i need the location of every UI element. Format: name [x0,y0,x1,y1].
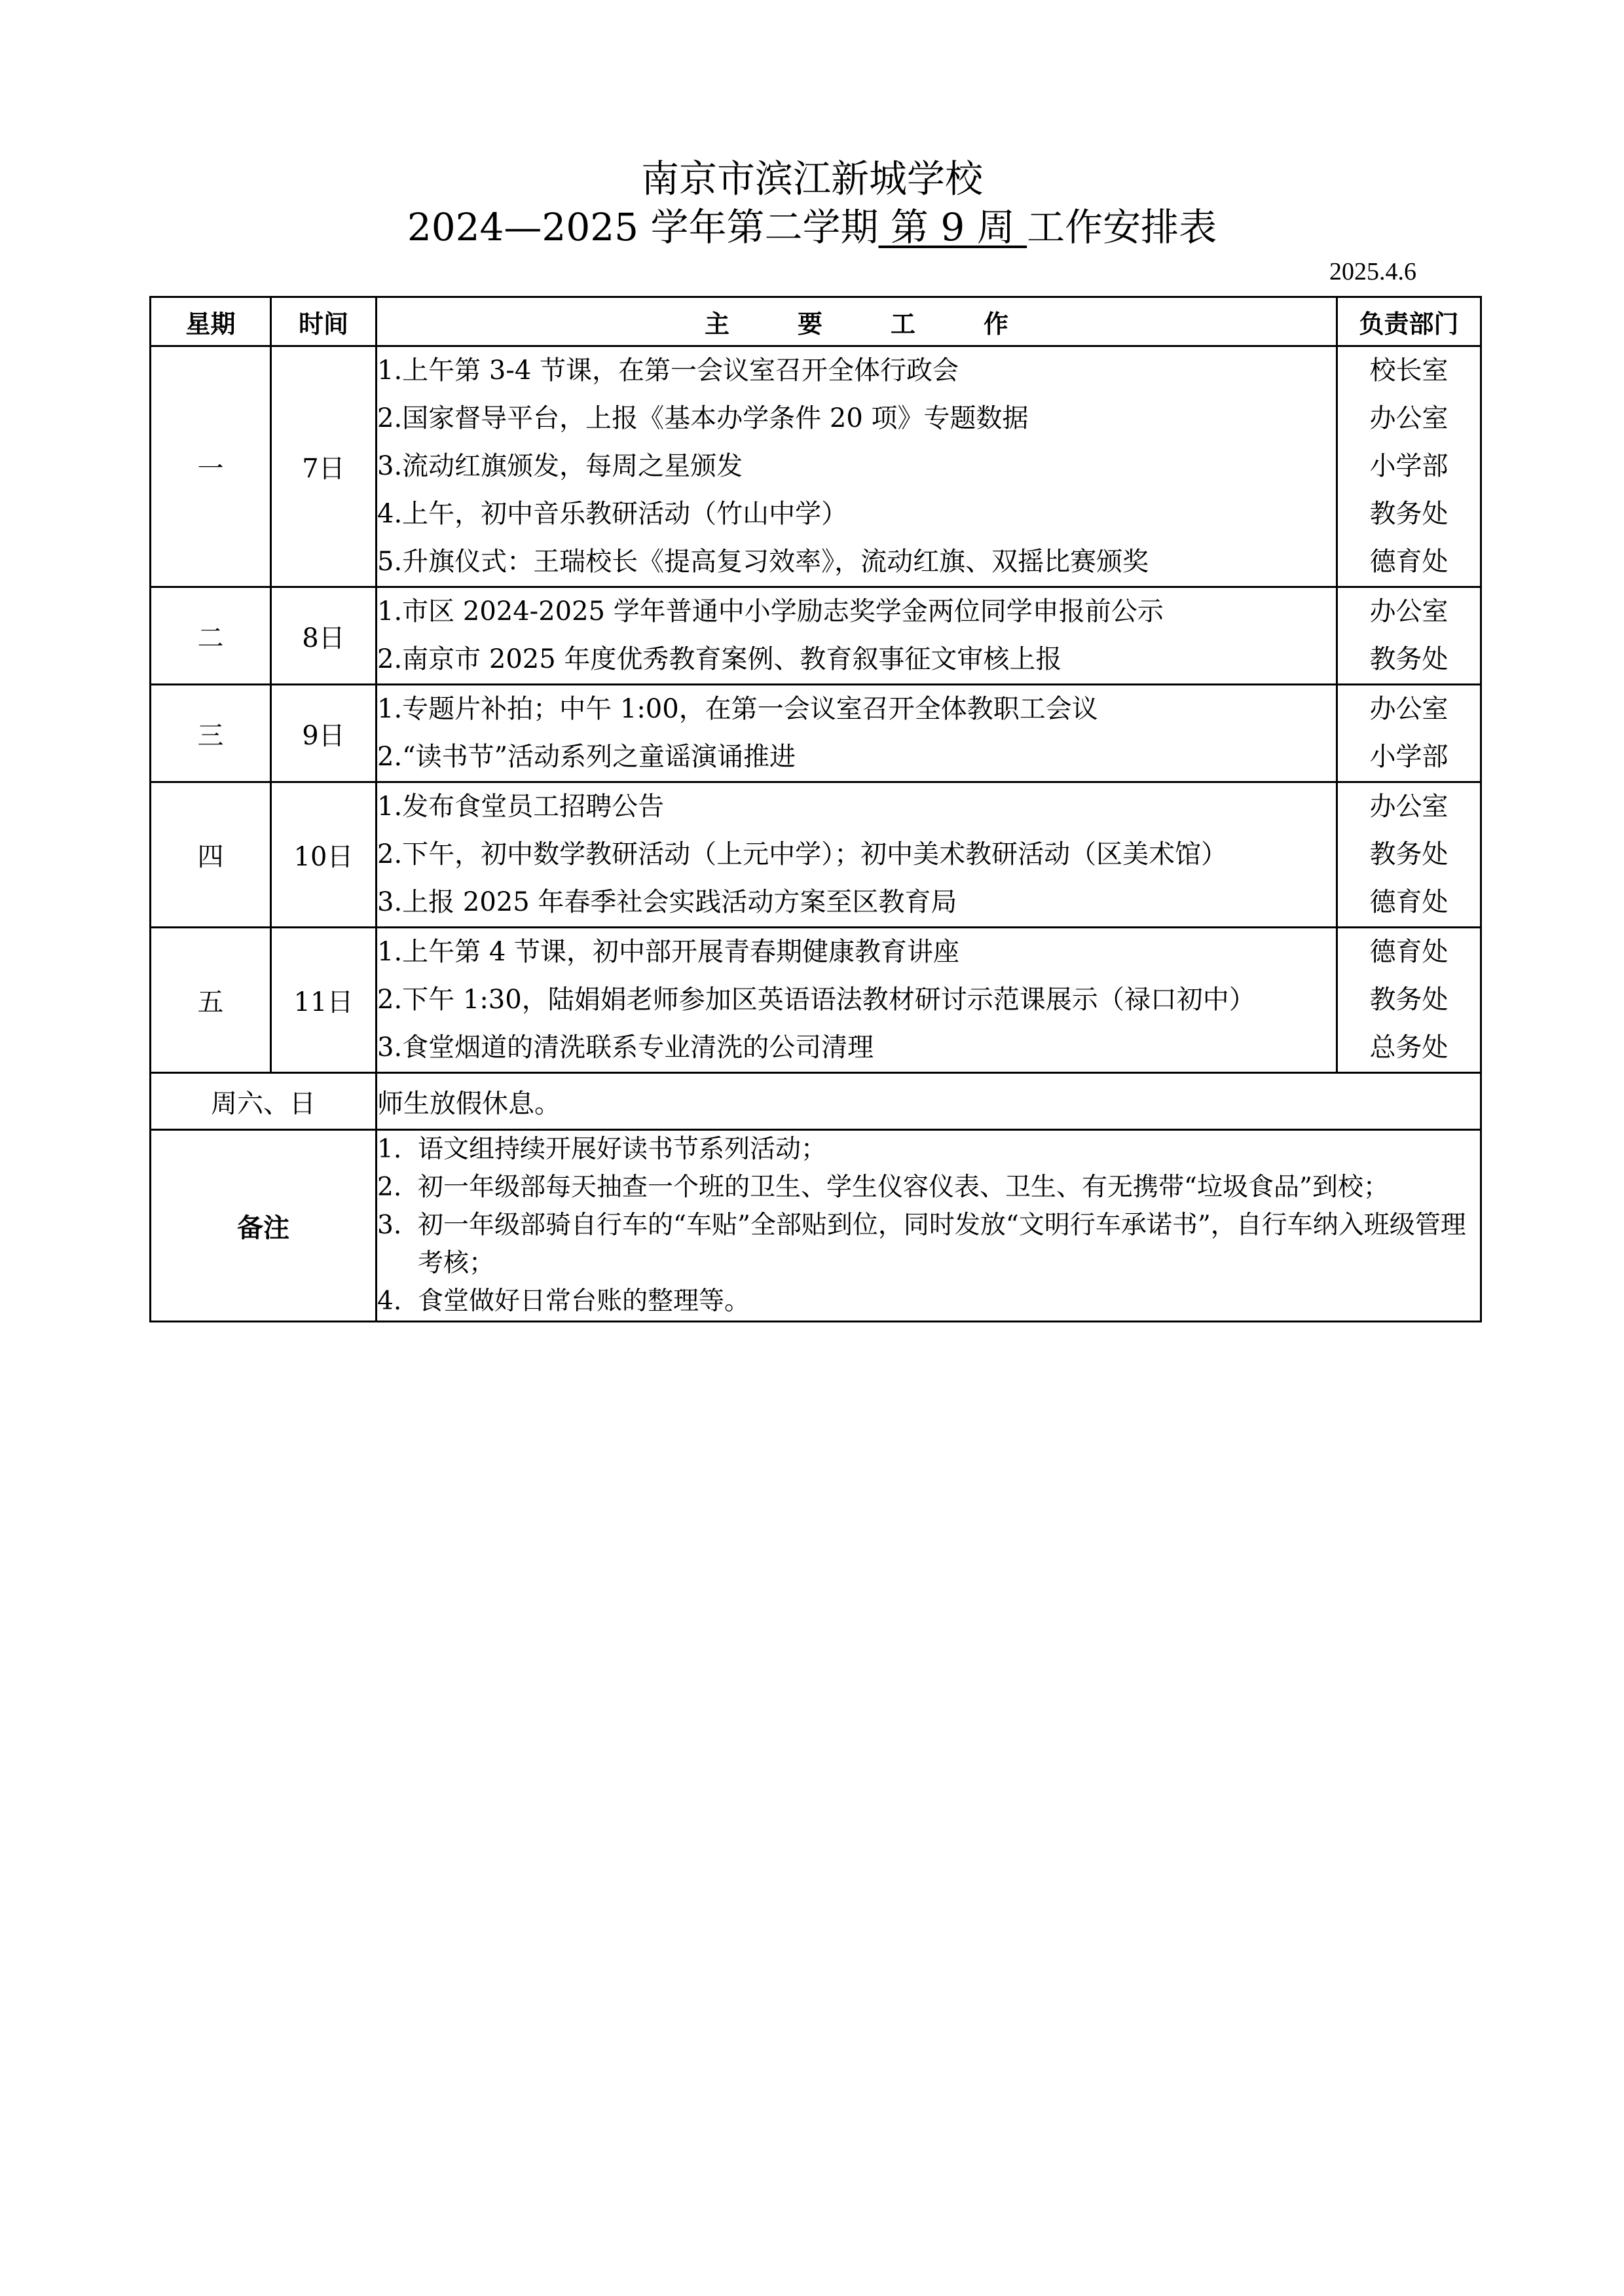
date-cell: 10日 [271,782,377,928]
date-cell: 9日 [271,685,377,782]
department-item: 办公室 [1369,792,1449,822]
work-item: 1.上午第 3-4 节课，在第一会议室召开全体行政会 [377,355,959,386]
day-row [151,782,1481,928]
note-item [377,1207,1480,1283]
department-item: 教务处 [1369,985,1449,1015]
work-item: 2.下午，初中数学教研活动（上元中学）；初中美术教研活动（区美术馆） [377,839,1228,869]
schedule-table [149,296,1482,1322]
weekend-row [151,1073,1481,1130]
note-text: 初一年级部骑自行车的“车贴”全部贴到位，同时发放“文明行车承诺书”，自行车纳入班级管理考核； [418,1211,1466,1278]
department-cell [1337,346,1481,587]
header-main-char: 主 [704,308,729,338]
work-cell [377,587,1337,685]
weekend-text: 师生放假休息。 [377,1073,1481,1130]
work-item: 2.南京市 2025 年度优秀教育案例、教育叙事征文审核上报 [377,644,1062,674]
weekday-cell: 一 [151,346,271,587]
work-item: 2.下午 1:30，陆娟娟老师参加区英语语法教材研讨示范课展示（禄口初中） [377,985,1255,1015]
issue-date: 2025.4.6 [1329,258,1416,285]
header-main-work [377,297,1337,346]
department-item: 小学部 [1369,742,1449,772]
work-item: 3.食堂烟道的清洗联系专业清洗的公司清理 [377,1032,874,1063]
work-item: 2.“读书节”活动系列之童谣演诵推进 [377,742,796,772]
header-main-char: 要 [797,308,822,338]
header-weekday: 星期 [151,297,271,346]
department-item: 办公室 [1369,403,1449,433]
work-item: 4.上午，初中音乐教研活动（竹山中学） [377,499,848,529]
weekday-cell: 五 [151,928,271,1073]
department-item: 办公室 [1369,596,1449,627]
department-item: 教务处 [1369,499,1449,529]
department-item: 总务处 [1369,1032,1449,1063]
note-item [377,1283,1480,1321]
work-cell [377,346,1337,587]
note-text: 初一年级部每天抽查一个班的卫生、学生仪容仪表、卫生、有无携带“垃圾食品”到校； [418,1173,1389,1202]
notes-row [151,1130,1481,1322]
department-item: 德育处 [1369,937,1449,967]
department-cell [1337,587,1481,685]
day-row [151,346,1481,587]
day-row [151,928,1481,1073]
school-name: 南京市滨江新城学校 [640,156,983,201]
work-item: 3.上报 2025 年春季社会实践活动方案至区教育局 [377,887,957,917]
table-header-row [151,297,1481,346]
weekday-cell: 二 [151,587,271,685]
date-cell: 11日 [271,928,377,1073]
notes-label: 备注 [151,1130,377,1322]
department-item: 教务处 [1369,644,1449,674]
weekday-cell: 四 [151,782,271,928]
note-item [377,1169,1480,1207]
header-time: 时间 [271,297,377,346]
notes-content [377,1130,1481,1322]
note-number: 2. [377,1173,402,1202]
department-cell [1337,928,1481,1073]
header-main-char: 工 [891,308,916,338]
department-item: 德育处 [1369,887,1449,917]
work-item: 1.发布食堂员工招聘公告 [377,792,665,822]
date-cell: 8日 [271,587,377,685]
week-label: 第 9 周 [878,205,1027,249]
weekday-cell: 三 [151,685,271,782]
work-item: 3.流动红旗颁发，每周之星颁发 [377,451,743,481]
department-item: 小学部 [1369,451,1449,481]
department-cell [1337,782,1481,928]
department-cell [1337,685,1481,782]
note-number: 3. [377,1211,402,1240]
weekend-label: 周六、日 [151,1073,377,1130]
header-main-char: 作 [984,308,1009,338]
term-label: 2024—2025 学年第二学期 [407,205,879,249]
note-number: 4. [377,1286,402,1316]
department-item: 德育处 [1369,547,1449,577]
note-item [377,1131,1480,1169]
day-row [151,685,1481,782]
title-suffix: 工作安排表 [1027,205,1217,249]
header-department: 负责部门 [1337,297,1481,346]
work-item: 2.国家督导平台，上报《基本办学条件 20 项》专题数据 [377,403,1029,433]
day-row [151,587,1481,685]
date-cell: 7日 [271,346,377,587]
work-cell [377,685,1337,782]
work-item: 1.上午第 4 节课，初中部开展青春期健康教育讲座 [377,937,960,967]
note-number: 1. [377,1135,402,1164]
note-text: 食堂做好日常台账的整理等。 [418,1286,750,1316]
schedule-title [0,204,1624,250]
work-cell [377,782,1337,928]
work-item: 1.市区 2024-2025 学年普通中小学励志奖学金两位同学申报前公示 [377,596,1164,627]
work-item: 5.升旗仪式：王瑞校长《提高复习效率》，流动红旗、双摇比赛颁奖 [377,547,1149,577]
work-item: 1.专题片补拍；中午 1:00，在第一会议室召开全体教职工会议 [377,694,1098,724]
department-item: 校长室 [1369,355,1449,386]
department-item: 办公室 [1369,694,1449,724]
department-item: 教务处 [1369,839,1449,869]
note-text: 语文组持续开展好读书节系列活动； [418,1135,827,1164]
work-cell [377,928,1337,1073]
